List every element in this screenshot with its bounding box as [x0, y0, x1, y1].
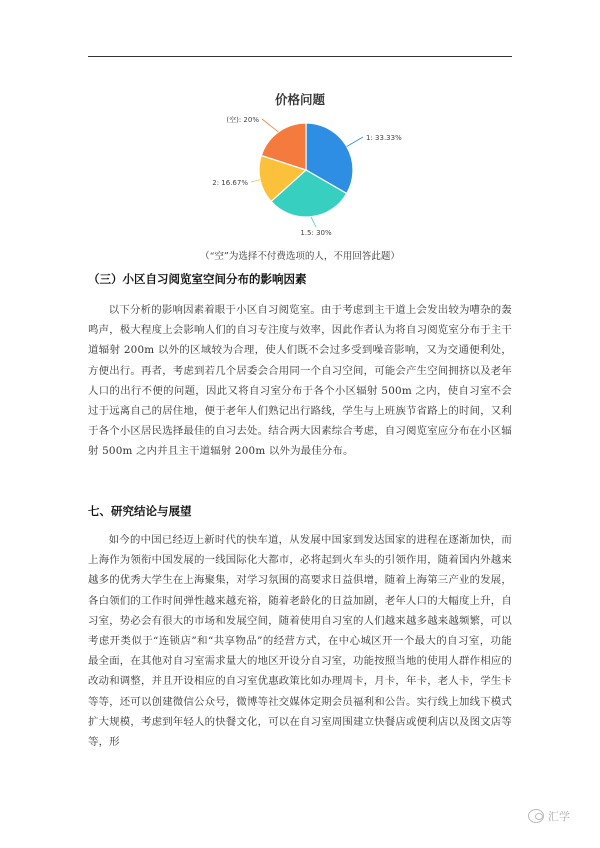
- wechat-icon: [528, 809, 544, 823]
- section-heading-7: 七、研究结论与展望: [88, 504, 192, 518]
- section-7-paragraph: 如今的中国已经迈上新时代的快车道，从发展中国家到发达国家的进程在逐渐加快，而上海作为领衔中国发展的一线国际化大都市，必将起到火车头的引领作用，随着国内外越来越多的优秀大学生在上海聚集，对学习氛围的高要求日益俱增，随着上海第三产业的发展，各白领们的工作时间弹性越来越充裕，随着老龄化的日益加剧，老年人口的大幅度上升，自习室，势必会有很大的市场和发展空间，随着使用自习室的人们越来越多越来越频繁，可以考虑开类似于“连锁店”和“共享物品”的经营方式，在中心城区开一个最大的自习室，功能最全面，在其他对自习室需求量大的地区开设分自习室，功能按照当地的使用人群作相应的改动和调整，并且开设相应的自习室优惠政策比如办理周卡，月卡，年卡，老人卡，学生卡等等，还可以创建微信公众号，微博等社交媒体定期会员福利和公告。实行线上加线下模式扩大规模，考虑到年轻人的快餐文化，可以在自习室周围建立快餐店或便利店以及图文店等等，形: [88, 534, 512, 749]
- pie-slice-label-3: 2: 16.67%: [212, 179, 248, 187]
- pie-slice-label-1: 1: 33.33%: [366, 134, 402, 142]
- pie-leader-line-3: [251, 180, 260, 182]
- pie-slice-label-4: (空): 20%: [226, 116, 259, 124]
- watermark: [528, 808, 570, 824]
- chart-caption: （“空”为选择不付费选项的人，不用回答此题）: [200, 251, 400, 262]
- chart-title: 价格问题: [274, 92, 325, 107]
- pie-leader-line-4: [262, 119, 278, 132]
- section-3-paragraph: 以下分析的影响因素着眼于小区自习阅览室。由于考虑到主干道上会发出较为嘈杂的轰鸣声，极大程度上会影响人们的自习专注度与效率，因此作者认为将自习阅览室分布于主干道辐射 200m 以外的区域较为合理，使人们既不会过多受到噪音影响，又为交通便利处，方便出行。再者，考虑到若几个居委会合用同一个自习空间，可能会产生空间拥挤以及老年人口的出行不便的问题，因此又将自习室分布于各个小区辐射 500m 之内，使自习室不会过于远离自己的居住地，便于老年人们熟记出行路线，学生与上班族节省路上的时间，又利于各个小区居民选择最佳的自习去处。结合两大因素综合考虑，自习阅览室应分布在小区辐射 500m 之内并且主干道辐射 200m 以外为最佳分布。: [88, 304, 512, 458]
- pie-leader-line-1: [347, 137, 363, 146]
- pie-chart: [0, 0, 600, 260]
- watermark-text: 汇学: [548, 810, 570, 823]
- pie-slice-label-2: 1.5: 30%: [300, 229, 332, 237]
- pie-leader-line-2: [311, 217, 316, 227]
- section-heading-3: （三）小区自习阅览室空间分布的影响因素: [88, 272, 307, 286]
